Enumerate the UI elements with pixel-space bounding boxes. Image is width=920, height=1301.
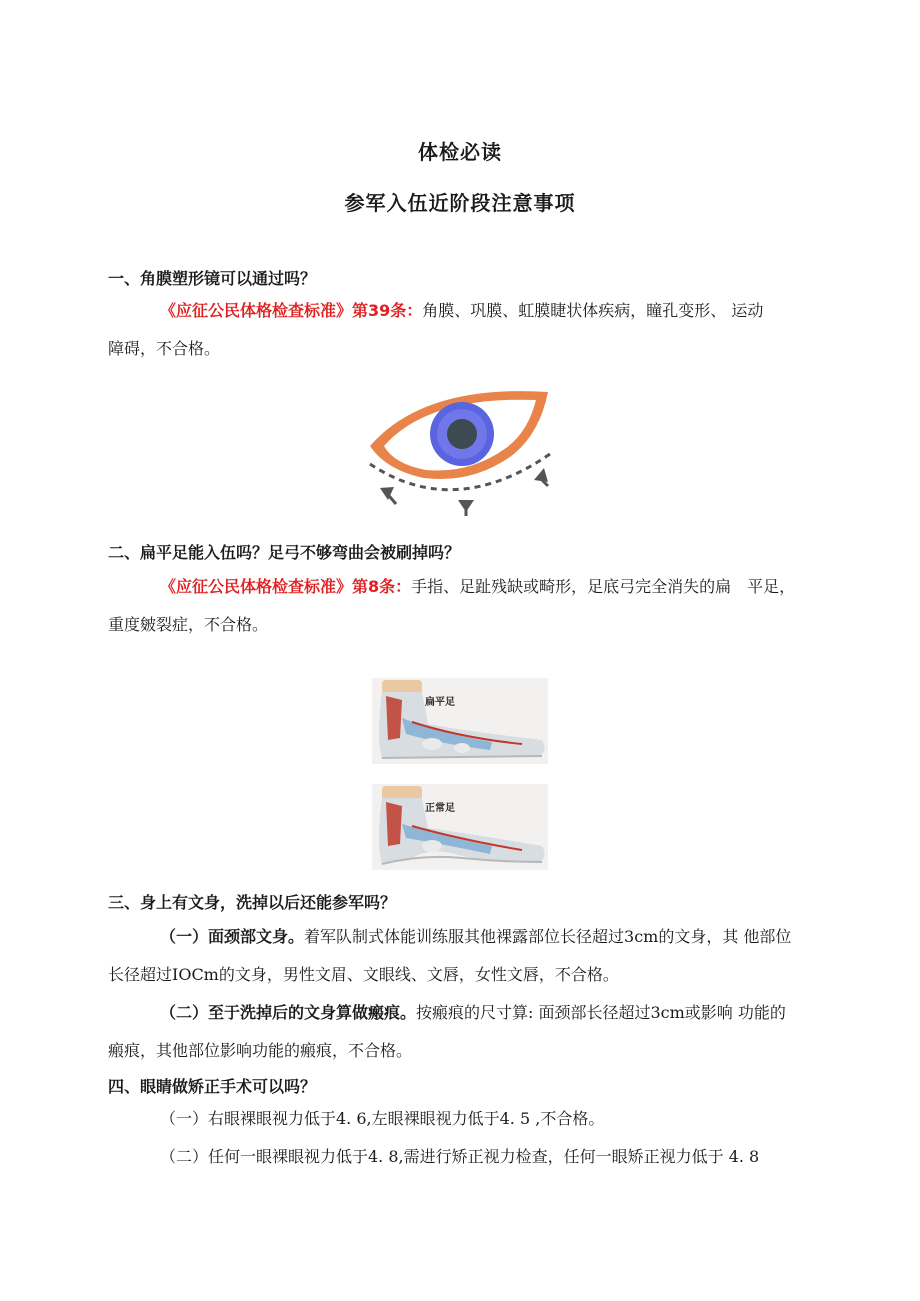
flat-foot-image (372, 678, 548, 764)
document-subtitle: 参军入伍近阶段注意事项 (344, 191, 576, 215)
section-3-item-1-line-2: 长径超过IOCm的文身，男性文眉、文眼线、文唇，女性文唇，不合格。 (108, 965, 619, 984)
section-1-text-1: 角膜、巩膜、虹膜睫状体疾病，瞳孔变形、 运动 (422, 301, 764, 320)
eye-illustration (364, 388, 554, 520)
section-3-item-2 (108, 994, 820, 1070)
section-3-item-1 (108, 918, 820, 994)
section-3-item-1-lead: （一）面颈部文身。 (160, 927, 305, 946)
section-4-heading: 四、眼睛做矫正手术可以吗？ (108, 1077, 317, 1096)
flat-foot-drawing (372, 678, 548, 764)
normal-foot-image (372, 784, 548, 870)
section-3-item-2-line-1 (108, 994, 820, 1032)
section-2-heading: 二、扁平足能入伍吗？足弓不够弯曲会被刷掉吗？ (108, 543, 461, 562)
section-4-item-1: （一）右眼裸眼视力低于4. 6,左眼裸眼视力低于4. 5 ,不合格。 (160, 1109, 605, 1128)
section-3-item-1-text-1: 着军队制式体能训练服其他裸露部位长径超过3cm的文身，其 他部位 (304, 927, 792, 946)
section-1-body (108, 292, 820, 368)
section-3-item-2-line-2: 瘢痕，其他部位影响功能的瘢痕，不合格。 (108, 1041, 413, 1060)
section-2-text-1: 手指、足趾残缺或畸形，足底弓完全消失的扁 平足， (411, 577, 796, 596)
section-2-body (108, 568, 820, 644)
section-2-standard-ref: 《应征公民体格检查标准》第8条： (160, 577, 412, 596)
section-3-item-2-text-1: 按瘢痕的尺寸算: 面颈部长径超过3cm或影响 功能的 (416, 1003, 786, 1022)
section-1-heading: 一、角膜塑形镜可以通过吗？ (108, 269, 317, 288)
section-4-item-2: （二）任何一眼裸眼视力低于4. 8,需进行矫正视力检查，任何一眼矫正视力低于 4. 8 (160, 1147, 760, 1166)
normal-foot-drawing (372, 784, 548, 870)
section-3-item-1-line-1 (108, 918, 820, 956)
section-3-item-2-lead: （二）至于洗掉后的文身算做瘢痕。 (160, 1003, 417, 1022)
flat-foot-label: 扁平足 (425, 697, 455, 708)
normal-foot-label: 正常足 (425, 803, 455, 814)
document-title: 体检必读 (418, 140, 502, 164)
section-2-line-1 (108, 568, 820, 606)
section-3-heading: 三、身上有文身，洗掉以后还能参军吗？ (108, 893, 397, 912)
section-1-standard-ref: 《应征公民体格检查标准》第39条： (160, 301, 423, 320)
section-1-line-1 (108, 292, 820, 330)
section-1-line-2: 障碍，不合格。 (108, 339, 221, 358)
section-2-line-2: 重度皴裂症，不合格。 (108, 615, 269, 634)
